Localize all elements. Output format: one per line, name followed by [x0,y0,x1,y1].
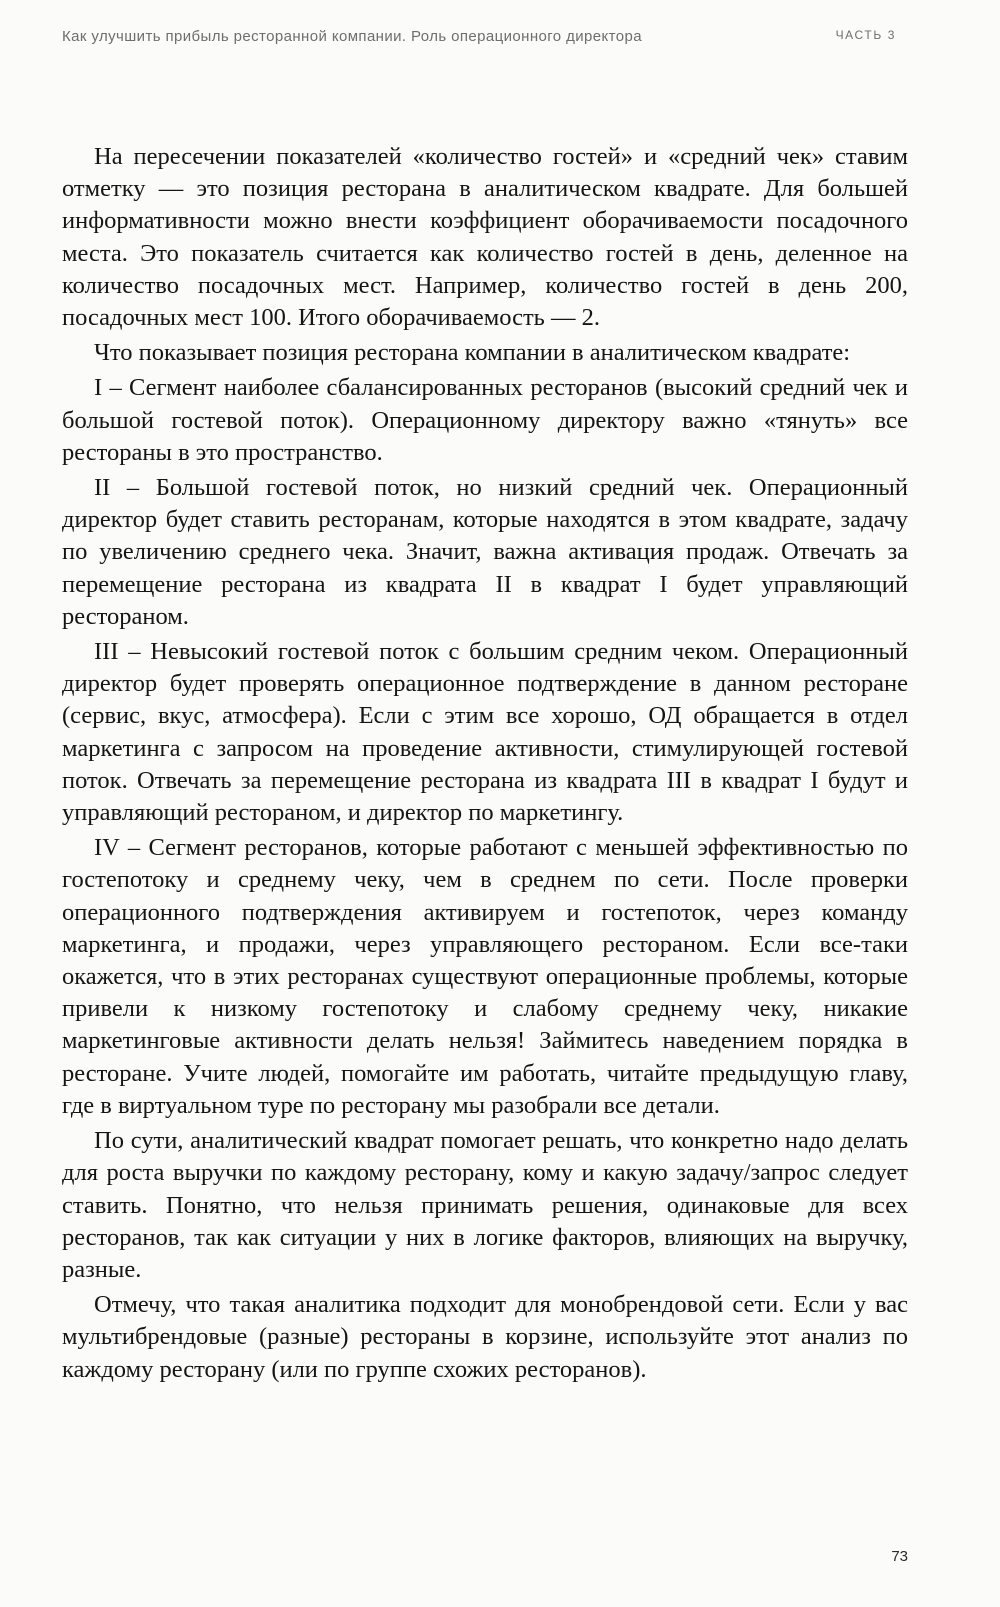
paragraph-summary: По сути, аналитический квадрат помогает решать, что конкретно надо делать для роста выручки по каждому ресторану, кому и какую задачу/запрос следует ставить. Понятно, что нельзя принимать решения, одинаковые для всех ресторанов, так как ситуации у них в логике факторов, влияющих на выручку, разные. [62,1127,908,1283]
paragraph-segment-3: III – Невысокий гостевой поток с большим средним чеком. Операционный директор будет проверять операционное подтверждение в данном ресторане (сервис, вкус, атмосфера). Если с этим все хорошо, ОД обращается в отдел маркетинга с запросом на проведение активности, стимулирующей гостевой поток. Отвечать за перемещение ресторана из квадрата III в квадрат I будут и управляющий рестораном, и директор по маркетингу. [62,638,908,827]
page-number: 73 [891,1548,908,1565]
paragraph-note: Отмечу, что такая аналитика подходит для монобрендовой сети. Если у вас мультибрендовые (разные) рестораны в корзине, используйте этот анализ по каждому ресторану (или по группе схожих ресторанов). [62,1291,908,1383]
running-head-title: Как улучшить прибыль ресторанной компании. Роль операционного директора [62,28,642,45]
paragraph-segment-4: IV – Сегмент ресторанов, которые работают с меньшей эффективностью по гостепотоку и среднему чеку, чем в среднем по сети. После проверки операционного подтверждения активируем и гостепоток, через команду маркетинга, и продажи, через управляющего рестораном. Если все-таки окажется, что в этих ресторанах существуют операционные проблемы, которые привели к низкому гостепотоку и слабому среднему чеку, никакие маркетинговые активности делать нельзя! Займитесь наведением порядка в ресторане. Учите людей, помогайте им работать, читайте предыдущую главу, где в виртуальном туре по ресторану мы разобрали все детали. [62,834,908,1119]
paragraph-segment-2: II – Большой гостевой поток, но низкий средний чек. Операционный директор будет ставить ресторанам, которые находятся в этом квадрате, задачу по увеличению среднего чека. Значит, важна активация продаж. Отвечать за перемещение ресторана из квадрата II в квадрат I будет управляющий рестораном. [62,474,908,630]
paragraph-segment-1: I – Сегмент наиболее сбалансированных ресторанов (высокий средний чек и большой гостевой поток). Операционному директору важно «тянуть» все рестораны в это пространство. [62,374,908,466]
body-text [62,141,908,1389]
running-head-part: ЧАСТЬ 3 [835,28,896,42]
running-head [62,28,896,52]
paragraph-quadrant-intro: Что показывает позиция ресторана компании в аналитическом квадрате: [94,339,851,367]
paragraph-coordinates: На пересечении показателей «количество гостей» и «средний чек» ставим отметку — это позиция ресторана в аналитическом квадрате. Для большей информативности можно внести коэффициент оборачиваемости посадочного места. Это показатель считается как количество гостей в день, деленное на количество посадочных мест. Например, количество гостей в день 200, посадочных мест 100. Итого оборачиваемость — 2. [62,143,908,332]
